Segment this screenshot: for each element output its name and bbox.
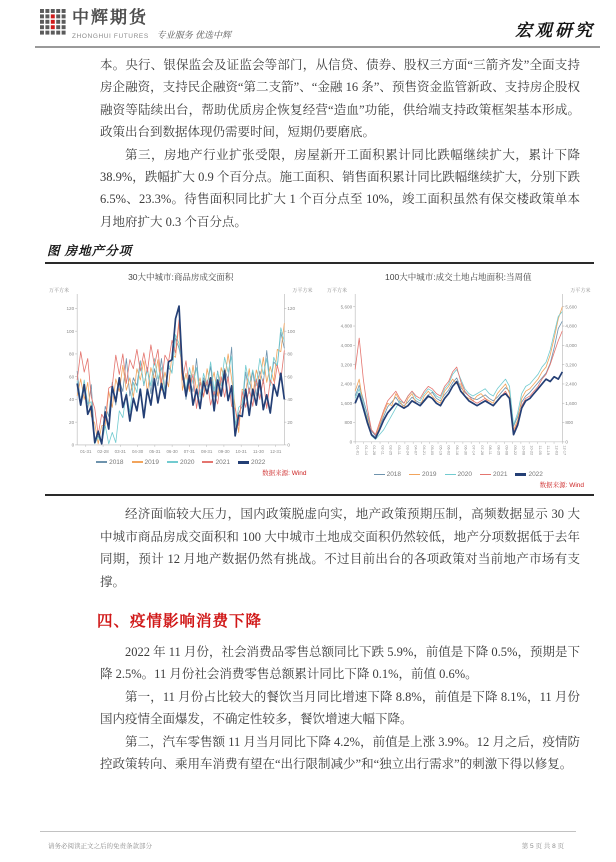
svg-text:80: 80: [287, 351, 293, 357]
figure-caption: 图 房地产分项: [45, 240, 594, 264]
svg-text:40: 40: [69, 397, 75, 403]
chart-source: 数据来源: Wind: [539, 482, 584, 490]
svg-text:01-14: 01-14: [363, 445, 368, 456]
figure-real-estate: [45, 240, 594, 496]
svg-text:05-05: 05-05: [429, 445, 434, 456]
svg-text:100: 100: [287, 329, 296, 335]
chart-title: 30大中城市:商品房成交面积: [128, 272, 234, 283]
svg-text:06-30: 06-30: [166, 449, 178, 455]
legend-item: 2022: [515, 471, 542, 478]
svg-text:120: 120: [66, 306, 75, 312]
svg-text:03-24: 03-24: [404, 445, 409, 456]
svg-text:4,800: 4,800: [340, 323, 352, 329]
svg-text:40: 40: [287, 397, 293, 403]
svg-text:万平方米: 万平方米: [326, 288, 347, 295]
svg-text:100: 100: [66, 329, 75, 335]
line-chart-land: [325, 284, 593, 469]
logo-slogan: 专业服务 优选中辉: [156, 30, 232, 40]
svg-text:20: 20: [69, 420, 75, 426]
svg-text:12-03: 12-03: [553, 445, 558, 456]
svg-text:09-08: 09-08: [504, 445, 509, 456]
svg-text:11-30: 11-30: [252, 449, 264, 455]
legend-item: 2021: [480, 471, 507, 478]
logo-name-cn: 中辉期货: [72, 8, 148, 27]
svg-text:0: 0: [71, 442, 75, 448]
svg-text:02-25: 02-25: [388, 445, 393, 456]
svg-text:1,600: 1,600: [340, 401, 352, 407]
svg-text:800: 800: [564, 420, 573, 426]
logo-name-en: ZHONGHUI FUTURES: [72, 33, 149, 40]
chart-housing-transactions: [47, 271, 315, 491]
svg-text:万平方米: 万平方米: [292, 288, 313, 295]
svg-text:120: 120: [287, 306, 296, 312]
svg-text:05-31: 05-31: [149, 449, 161, 455]
svg-text:10-08: 10-08: [520, 445, 525, 456]
svg-text:01-28: 01-28: [371, 445, 376, 456]
svg-text:08-25: 08-25: [495, 445, 500, 456]
svg-text:06-02: 06-02: [446, 445, 451, 456]
svg-text:05-19: 05-19: [437, 445, 442, 456]
svg-text:04-30: 04-30: [131, 449, 144, 455]
svg-text:10-31: 10-31: [235, 449, 247, 455]
chart-source: 数据来源: Wind: [262, 470, 307, 478]
svg-text:09-30: 09-30: [218, 449, 230, 455]
legend-item: 2019: [409, 471, 436, 478]
svg-text:5,600: 5,600: [340, 304, 352, 310]
chart-legend: [47, 457, 315, 467]
report-header: [35, 0, 600, 48]
svg-text:万平方米: 万平方米: [49, 288, 70, 295]
svg-text:07-14: 07-14: [471, 445, 476, 456]
svg-text:01-01: 01-01: [355, 445, 360, 456]
svg-text:3,200: 3,200: [564, 362, 577, 368]
paragraph-catering: 第一，11 月份占比较大的餐饮当月同比增速下降 8.8%，前值是下降 8.1%，11 月份国内疫情全面爆发，不确定性较多，餐饮增速大幅下降。: [100, 689, 580, 727]
svg-text:08-11: 08-11: [487, 445, 492, 456]
svg-text:11-05: 11-05: [537, 445, 542, 456]
svg-text:0: 0: [287, 442, 290, 448]
svg-text:5,600: 5,600: [564, 304, 577, 310]
svg-text:10-22: 10-22: [529, 445, 534, 456]
legend-item: 2020: [167, 459, 194, 466]
svg-text:11-19: 11-19: [545, 445, 550, 456]
report-type-label: 宏观研究: [515, 21, 595, 40]
chart-title: 100大中城市:成交土地占地面积:当周值: [385, 272, 532, 283]
paragraph-policy-support: 本。央行、银保监会及证监会等部门，从信贷、债券、股权三方面“三箭齐发”全面支持房企融资，支持民企融资“第二支箭”、“金融 16 条”、预售资金监管新政、支持房企股权融资等陆续出台，帮助优质房企恢复经营“造血”功能，供给端支持政策框架基本形成。政策出台到数据体现仍需要时间，短期仍要磨底。: [100, 58, 580, 140]
paragraph-auto-sales: 第二，汽车零售额 11 月当月同比下降 4.2%，前值是上涨 3.9%。12 月之后，疫情防控政策转向、乘用车消费有望在“出行限制减少”和“独立出行需求”的刺激下得以修复。: [100, 734, 580, 771]
legend-item: 2018: [96, 459, 123, 466]
svg-text:07-31: 07-31: [183, 449, 196, 455]
company-logo: [40, 9, 231, 41]
svg-text:20: 20: [287, 420, 293, 426]
svg-text:12-17: 12-17: [562, 445, 567, 456]
svg-text:80: 80: [69, 351, 75, 357]
paragraph-retail-sales: 2022 年 11 月份，社会消费品零售总额同比下跌 5.9%，前值是下降 0.5%，预期是下降 2.5%。11 月份社会消费零售总额累计同比下降 0.1%，前值 0.6%。: [100, 644, 580, 682]
chart-legend: [325, 469, 593, 479]
svg-text:4,000: 4,000: [340, 343, 352, 349]
legend-item: 2018: [374, 471, 401, 478]
paragraph-real-estate-data: 第三，房地产行业扩张受限，房屋新开工面积累计同比跌幅继续扩大，累计下降 38.9%，跌幅扩大 0.9 个百分点。施工面积、销售面积累计同比跌幅继续扩大，分别下跌 6.5%、23.3%。待售面积同比扩大 1 个百分点至 10%，竣工面积虽然有保交楼政策单本月地府扩大 0.3 个百分点。: [100, 147, 580, 229]
svg-text:2,400: 2,400: [340, 381, 352, 387]
logo-text: [72, 9, 231, 41]
legend-item: 2020: [445, 471, 472, 478]
svg-text:3,200: 3,200: [340, 362, 352, 368]
svg-text:04-21: 04-21: [421, 445, 426, 456]
svg-text:1,600: 1,600: [564, 401, 577, 407]
legend-item: 2021: [202, 459, 229, 466]
page-number: 第 5 页 共 8 页: [521, 843, 564, 850]
line-chart-housing: [47, 284, 315, 457]
svg-text:800: 800: [343, 420, 352, 426]
svg-text:08-31: 08-31: [201, 449, 213, 455]
svg-text:02-11: 02-11: [379, 445, 384, 456]
svg-text:06-30: 06-30: [462, 445, 467, 456]
report-body: [0, 48, 616, 775]
report-footer: [0, 831, 616, 850]
svg-text:0: 0: [349, 439, 352, 445]
section-heading-consumption: 四、疫情影响消费下降: [97, 612, 263, 630]
svg-text:09-22: 09-22: [512, 445, 517, 456]
legend-item: 2019: [132, 459, 159, 466]
svg-text:4,000: 4,000: [564, 343, 577, 349]
svg-text:60: 60: [287, 374, 293, 380]
svg-text:01-31: 01-31: [80, 449, 92, 455]
legend-item: 2022: [238, 459, 265, 466]
svg-text:04-07: 04-07: [413, 445, 418, 456]
svg-text:60: 60: [69, 374, 75, 380]
svg-text:万平方米: 万平方米: [569, 288, 590, 295]
svg-text:4,800: 4,800: [564, 323, 577, 329]
svg-text:06-16: 06-16: [454, 445, 459, 456]
paragraph-economy-pressure: 经济面临较大压力，国内政策脱虚向实，地产政策预期压制，高频数据显示 30 大中城市商品房成交面积和 100 大中城市土地成交面积仍然较低，地产分项数据低于去年同期，预计 12 月地产数据仍然有挑战。不过目前出台的各项政策对当前地产市场有支撑。: [100, 507, 580, 589]
svg-text:03-31: 03-31: [114, 449, 126, 455]
footer-disclaimer: 请务必阅读正文之后的免责条款部分: [48, 843, 152, 850]
chart-land-transactions: [325, 271, 593, 491]
charts-row: [45, 264, 594, 494]
svg-text:07-28: 07-28: [479, 445, 484, 456]
svg-text:03-11: 03-11: [396, 445, 401, 456]
logo-squares-icon: [40, 9, 66, 35]
svg-text:2,400: 2,400: [564, 381, 577, 387]
svg-text:02-28: 02-28: [97, 449, 109, 455]
svg-text:0: 0: [564, 439, 568, 445]
svg-text:12-31: 12-31: [270, 449, 282, 455]
